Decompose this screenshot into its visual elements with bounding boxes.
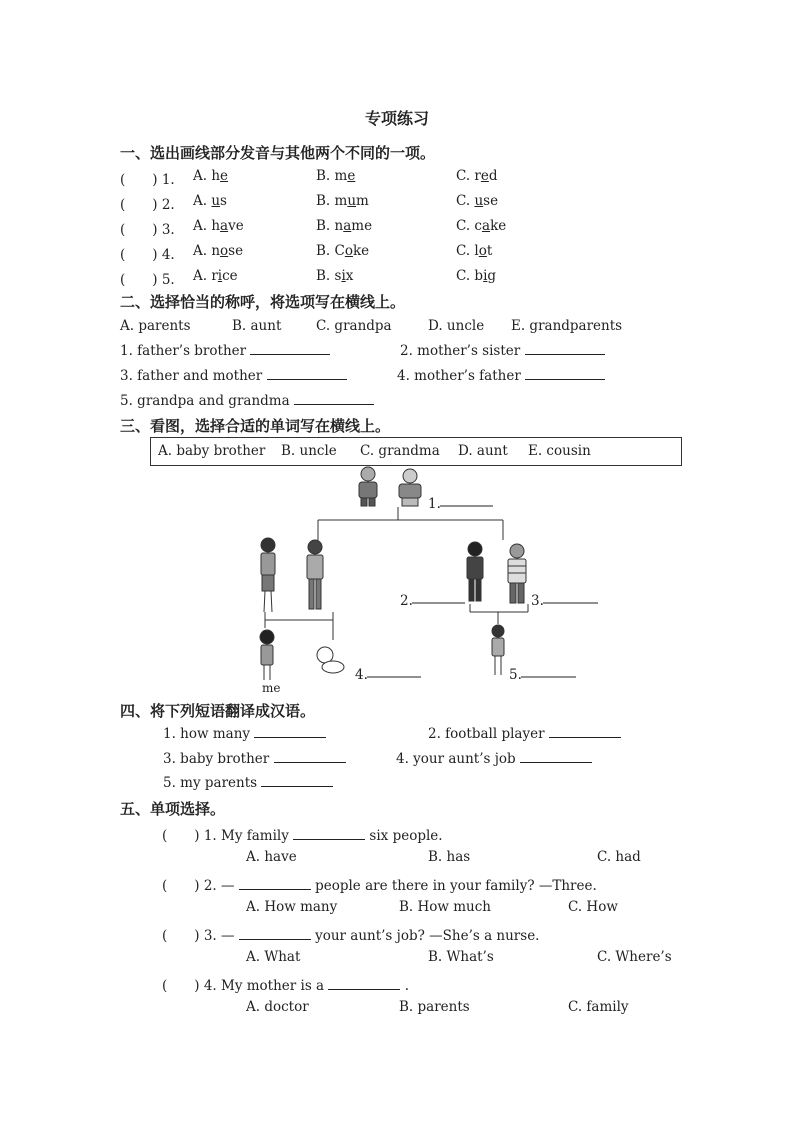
- mother-figure: [261, 538, 275, 612]
- underlined-letter: e: [347, 168, 356, 184]
- s2-item-5: 5. grandpa and grandma: [120, 392, 374, 409]
- cousin-figure: [492, 625, 504, 675]
- s2-item-2: 2. mother’s sister: [400, 342, 605, 359]
- q4-option-c: C. family: [568, 999, 629, 1015]
- answer-blank[interactable]: [549, 725, 621, 738]
- question-1: ( ) 1. My family six people.: [162, 828, 443, 844]
- s3-option-e: E. cousin: [528, 443, 591, 459]
- underlined-letter: a: [220, 218, 229, 234]
- underlined-letter: u: [347, 193, 357, 209]
- underlined-letter: i: [483, 268, 488, 284]
- s2-option-b: B. aunt: [232, 318, 282, 334]
- s4-item-5: 5. my parents: [163, 774, 333, 791]
- answer-blank[interactable]: [254, 725, 326, 738]
- answer-blank[interactable]: [239, 927, 311, 940]
- q2-option-c: C. How: [568, 899, 618, 915]
- question-4: ( ) 4. My mother is a .: [162, 978, 409, 994]
- tree-label-5: 5.: [509, 667, 522, 683]
- underlined-letter: o: [220, 243, 229, 259]
- s2-item-1: 1. father’s brother: [120, 342, 330, 359]
- tree-label-3: 3.: [531, 593, 544, 609]
- aunt-figure: [467, 542, 483, 601]
- option-a: A. he: [193, 168, 229, 184]
- section2-heading: 二、选择恰当的称呼，将选项写在横线上。: [120, 293, 406, 311]
- question-3: ( ) 3. — your aunt’s job? —She’s a nurse.: [162, 928, 540, 944]
- answer-blank[interactable]: [274, 750, 346, 763]
- me-label: me: [262, 681, 281, 695]
- answer-paren[interactable]: ( ) 5.: [120, 272, 175, 288]
- q2-option-a: A. How many: [246, 899, 338, 915]
- option-c: C. big: [456, 268, 497, 284]
- s4-item-3: 3. baby brother: [163, 750, 346, 767]
- option-c: C. cake: [456, 218, 507, 234]
- q4-option-b: B. parents: [399, 999, 470, 1015]
- section3-heading: 三、看图，选择合适的单词写在横线上。: [120, 417, 391, 435]
- underlined-letter: o: [344, 243, 353, 259]
- s4-item-1: 1. how many: [163, 725, 326, 742]
- s3-option-d: D. aunt: [458, 443, 508, 459]
- q2-option-b: B. How much: [399, 899, 492, 915]
- answer-paren[interactable]: ( ): [162, 928, 204, 944]
- s2-option-d: D. uncle: [428, 318, 485, 334]
- tree-label-1: 1.: [428, 496, 441, 512]
- underlined-letter: o: [478, 243, 487, 259]
- answer-blank[interactable]: [261, 774, 333, 787]
- q1-option-a: A. have: [246, 849, 297, 865]
- option-b: B. mum: [316, 193, 369, 209]
- answer-paren[interactable]: ( ): [162, 828, 204, 844]
- uncle-figure: [508, 544, 526, 603]
- answer-blank[interactable]: [293, 827, 365, 840]
- option-b: B. Coke: [316, 243, 370, 259]
- underlined-letter: a: [343, 218, 352, 234]
- tree-label-4: 4.: [355, 667, 368, 683]
- answer-blank[interactable]: [520, 750, 592, 763]
- option-c: C. use: [456, 193, 499, 209]
- s2-option-c: C. grandpa: [316, 318, 392, 334]
- s2-option-e: E. grandparents: [511, 318, 623, 334]
- q3-option-b: B. What’s: [428, 949, 494, 965]
- option-c: C. red: [456, 168, 498, 184]
- underlined-letter: a: [482, 218, 491, 234]
- tree-label-2: 2.: [400, 593, 413, 609]
- s3-option-c: C. grandma: [360, 443, 440, 459]
- question-2: ( ) 2. — people are there in your family? —Three.: [162, 878, 597, 894]
- option-b: B. name: [316, 218, 373, 234]
- father-figure: [307, 540, 323, 609]
- s4-item-2: 2. football player: [428, 725, 621, 742]
- answer-blank[interactable]: [239, 877, 311, 890]
- option-a: A. have: [193, 218, 244, 234]
- underlined-letter: u: [211, 193, 221, 209]
- answer-paren[interactable]: ( ): [162, 978, 204, 994]
- option-a: A. rice: [193, 268, 238, 284]
- s3-option-a: A. baby brother: [158, 443, 266, 459]
- grandma-figure: [399, 469, 421, 506]
- section5-heading: 五、单项选择。: [120, 800, 226, 818]
- answer-paren[interactable]: ( ): [162, 878, 204, 894]
- s2-item-4: 4. mother’s father: [397, 367, 605, 384]
- answer-paren[interactable]: ( ) 4.: [120, 247, 175, 263]
- q3-option-a: A. What: [246, 949, 301, 965]
- s2-option-a: A. parents: [120, 318, 191, 334]
- q3-option-c: C. Where’s: [597, 949, 672, 965]
- underlined-letter: i: [217, 268, 223, 284]
- option-a: A. nose: [193, 243, 244, 259]
- s2-item-3: 3. father and mother: [120, 367, 347, 384]
- option-b: B. me: [316, 168, 356, 184]
- page-title: 专项练习: [364, 109, 429, 128]
- option-a: A. us: [193, 193, 227, 209]
- q4-option-a: A. doctor: [246, 999, 309, 1015]
- answer-paren[interactable]: ( ) 1.: [120, 172, 175, 188]
- answer-paren[interactable]: ( ) 2.: [120, 197, 175, 213]
- q1-option-c: C. had: [597, 849, 641, 865]
- underlined-letter: u: [474, 193, 484, 209]
- s4-item-4: 4. your aunt’s job: [396, 750, 592, 767]
- option-c: C. lot: [456, 243, 493, 259]
- underlined-letter: e: [220, 168, 229, 184]
- underlined-letter: i: [341, 268, 346, 284]
- section4-heading: 四、将下列短语翻译成汉语。: [120, 702, 316, 720]
- s3-option-b: B. uncle: [281, 443, 337, 459]
- option-b: B. six: [316, 268, 354, 284]
- baby-figure: [317, 647, 344, 673]
- answer-blank[interactable]: [328, 977, 400, 990]
- section1-heading: 一、选出画线部分发音与其他两个不同的一项。: [120, 144, 436, 162]
- grandpa-figure: [359, 467, 377, 506]
- me-figure: [260, 630, 274, 680]
- answer-paren[interactable]: ( ) 3.: [120, 222, 175, 238]
- underlined-letter: e: [480, 168, 489, 184]
- q1-option-b: B. has: [428, 849, 471, 865]
